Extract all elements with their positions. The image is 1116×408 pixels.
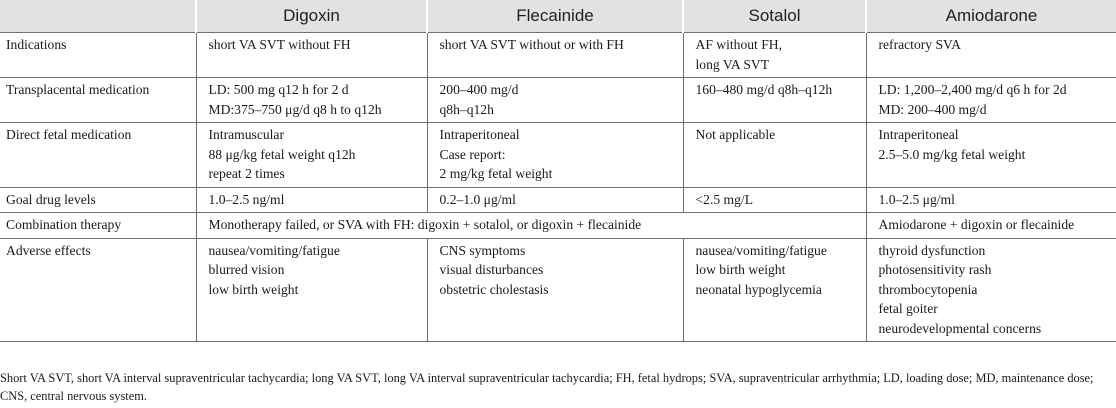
cell-direct-fetal-amiodarone	[866, 123, 1116, 188]
row-label-goal-levels: Goal drug levels	[0, 187, 196, 213]
row-transplacental	[0, 78, 1116, 123]
cell-line: thrombocytopenia	[878, 281, 978, 297]
cell-line: obstetric cholestasis	[439, 281, 549, 297]
cell-line: visual disturbances	[439, 262, 544, 277]
cell-line: 1.0–2.5 μg/ml	[878, 191, 955, 207]
cell-line: nausea/vomiting/fatigue	[208, 242, 340, 258]
cell-line: thyroid dysfunction	[878, 242, 986, 258]
cell-line: 2 mg/kg fetal weight	[439, 166, 553, 181]
cell-transplacental-sotalol	[683, 78, 866, 123]
header-row	[0, 0, 1116, 33]
cell-adverse-sotalol	[683, 238, 866, 342]
cell-combination-amiodarone	[866, 213, 1116, 239]
cell-direct-fetal-sotalol	[683, 123, 866, 188]
cell-line: Case report:	[439, 146, 506, 162]
cell-line: 2.5–5.0 mg/kg fetal weight	[878, 146, 1026, 162]
cell-direct-fetal-flecainide	[427, 123, 683, 188]
header-flecainide: Flecainide	[427, 0, 683, 33]
cell-line: Amiodarone + digoxin or flecainide	[878, 217, 1075, 232]
cell-adverse-digoxin	[196, 238, 427, 342]
cell-line: low birth weight	[695, 262, 786, 277]
cell-line: photosensitivity rash	[878, 262, 992, 277]
row-goal-levels	[0, 187, 1116, 213]
cell-goal-levels-digoxin	[196, 187, 427, 213]
header-blank	[0, 0, 196, 33]
cell-line: 160–480 mg/d q8h–q12h	[695, 82, 833, 97]
row-direct-fetal	[0, 123, 1116, 188]
cell-line: short VA SVT without FH	[208, 37, 351, 52]
cell-indications-digoxin	[196, 33, 427, 78]
cell-transplacental-digoxin	[196, 78, 427, 123]
cell-line: blurred vision	[208, 262, 285, 277]
cell-line: LD: 1,200–2,400 mg/d q6 h for 2d	[878, 82, 1067, 97]
cell-line: neonatal hypoglycemia	[695, 281, 822, 297]
cell-line: Not applicable	[695, 127, 776, 142]
cell-line: Intramuscular	[208, 127, 284, 142]
cell-line: 88 μg/kg fetal weight q12h	[208, 146, 356, 162]
header-digoxin: Digoxin	[196, 0, 427, 33]
cell-line: 200–400 mg/d	[439, 82, 519, 97]
cell-transplacental-flecainide	[427, 78, 683, 123]
cell-transplacental-amiodarone	[866, 78, 1116, 123]
cell-line: CNS symptoms	[439, 242, 526, 258]
cell-line: q8h–q12h	[439, 101, 494, 117]
row-label-combination: Combination therapy	[0, 213, 196, 239]
cell-indications-flecainide	[427, 33, 683, 78]
cell-line: Monotherapy failed, or SVA with FH: digoxin + sotalol, or digoxin + flecainide	[208, 217, 642, 232]
cell-goal-levels-amiodarone	[866, 187, 1116, 213]
row-label-indications: Indications	[0, 33, 196, 78]
cell-line: 0.2–1.0 μg/ml	[439, 191, 516, 207]
row-combination	[0, 213, 1116, 239]
cell-line: low birth weight	[208, 281, 299, 297]
row-adverse	[0, 238, 1116, 342]
cell-line: neurodevelopmental concerns	[878, 320, 1042, 336]
row-indications	[0, 33, 1116, 78]
cell-combination-merged	[196, 213, 866, 239]
cell-line: MD: 200–400 mg/d	[878, 101, 987, 117]
cell-direct-fetal-digoxin	[196, 123, 427, 188]
cell-line: MD:375–750 μg/d q8 h to q12h	[208, 101, 382, 117]
row-label-adverse: Adverse effects	[0, 238, 196, 342]
cell-adverse-flecainide	[427, 238, 683, 342]
cell-line: Intraperitoneal	[439, 127, 520, 142]
row-label-direct-fetal: Direct fetal medication	[0, 123, 196, 188]
table-footnote: Short VA SVT, short VA interval supraventricular tachycardia; long VA SVT, long VA interval supraventricular tachycardia; FH, fetal hydrops; SVA, supraventricular arrhythmia; LD, loading dose; MD, maintenance dose; CNS, central nervous system.	[0, 371, 1094, 403]
cell-line: nausea/vomiting/fatigue	[695, 242, 827, 258]
row-label-transplacental: Transplacental medication	[0, 78, 196, 123]
header-amiodarone: Amiodarone	[866, 0, 1116, 33]
cell-line: long VA SVT	[695, 56, 770, 72]
cell-goal-levels-flecainide	[427, 187, 683, 213]
cell-line: refractory SVA	[878, 37, 961, 52]
cell-goal-levels-sotalol	[683, 187, 866, 213]
cell-line: LD: 500 mg q12 h for 2 d	[208, 82, 349, 97]
cell-line: fetal goiter	[878, 301, 938, 316]
cell-line: repeat 2 times	[208, 166, 285, 181]
cell-indications-sotalol	[683, 33, 866, 78]
cell-line: short VA SVT without or with FH	[439, 37, 624, 52]
cell-indications-amiodarone	[866, 33, 1116, 78]
header-sotalol: Sotalol	[683, 0, 866, 33]
cell-line: 1.0–2.5 ng/ml	[208, 191, 285, 207]
cell-line: Intraperitoneal	[878, 127, 959, 142]
cell-adverse-amiodarone	[866, 238, 1116, 342]
cell-line: <2.5 mg/L	[695, 191, 754, 207]
cell-line: AF without FH,	[695, 37, 782, 52]
